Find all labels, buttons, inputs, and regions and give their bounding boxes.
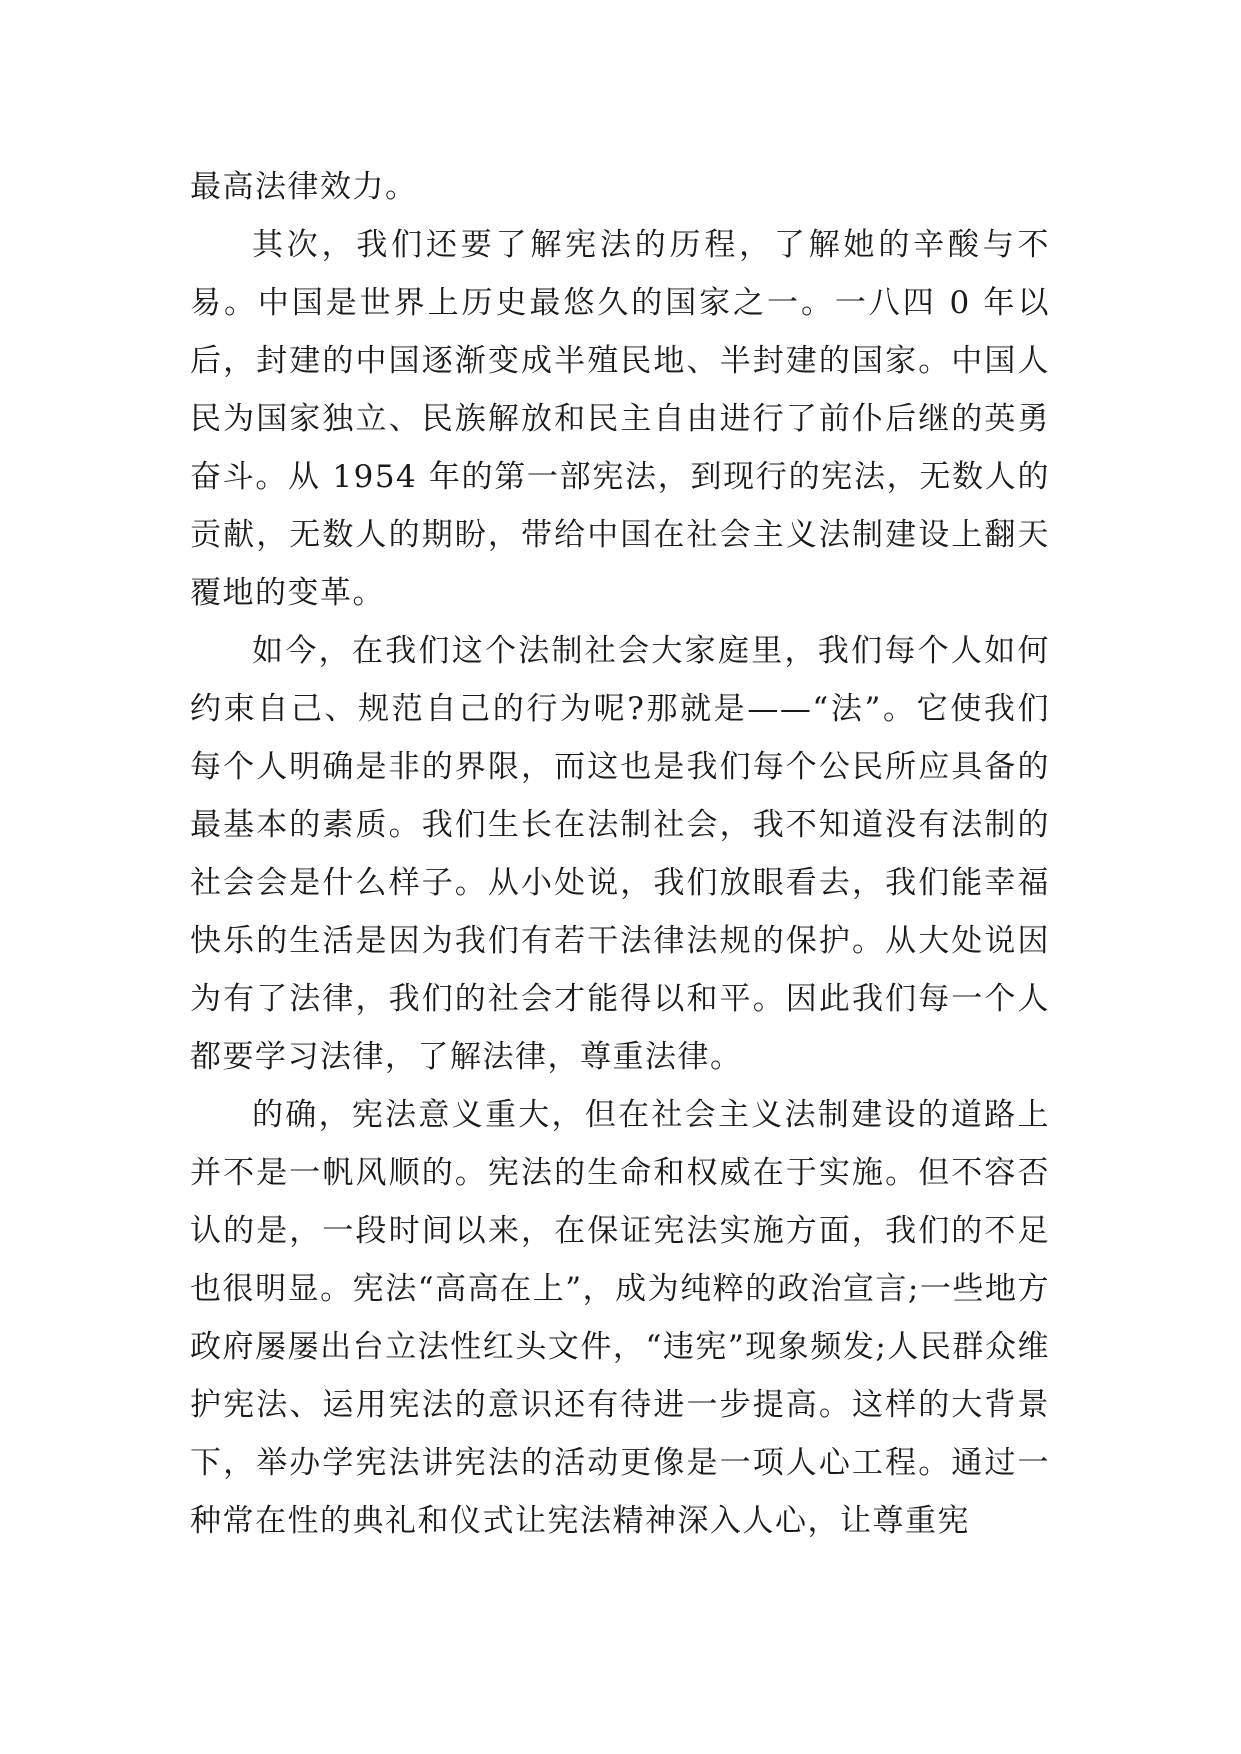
paragraph-history: 其次，我们还要了解宪法的历程，了解她的辛酸与不易。中国是世界上历史最悠久的国家之一。一八四 0 年以后，封建的中国逐渐变成半殖民地、半封建的国家。中国人民为国家独立、民族解放和民主自由进行了前仆后继的英勇奋斗。从 1954 年的第一部宪法，到现行的宪法，无数人的贡献，无数人的期盼，带给中国在社会主义法制建设上翻天覆地的变革。	[190, 227, 1050, 611]
paragraph-continuation: 最高法律效力。	[190, 169, 418, 205]
document-body	[190, 158, 1050, 1550]
paragraph-rule-of-law-society: 如今，在我们这个法制社会大家庭里，我们每个人如何约束自己、规范自己的行为呢?那就是——“法”。它使我们每个人明确是非的界限，而这也是我们每个公民所应具备的最基本的素质。我们生长在法制社会，我不知道没有法制的社会会是什么样子。从小处说，我们放眼看去，我们能幸福快乐的生活是因为我们有若干法律法规的保护。从大处说因为有了法律，我们的社会才能得以和平。因此我们每一个人都要学习法律，了解法律，尊重法律。	[190, 633, 1050, 1075]
paragraph-constitution-implementation: 的确，宪法意义重大，但在社会主义法制建设的道路上并不是一帆风顺的。宪法的生命和权威在于实施。但不容否认的是，一段时间以来，在保证宪法实施方面，我们的不足也很明显。宪法“高高在上”，成为纯粹的政治宣言;一些地方政府屡屡出台立法性红头文件，“违宪”现象频发;人民群众维护宪法、运用宪法的意识还有待进一步提高。这样的大背景下，举办学宪法讲宪法的活动更像是一项人心工程。通过一种常在性的典礼和仪式让宪法精神深入人心，让尊重宪	[190, 1097, 1050, 1539]
